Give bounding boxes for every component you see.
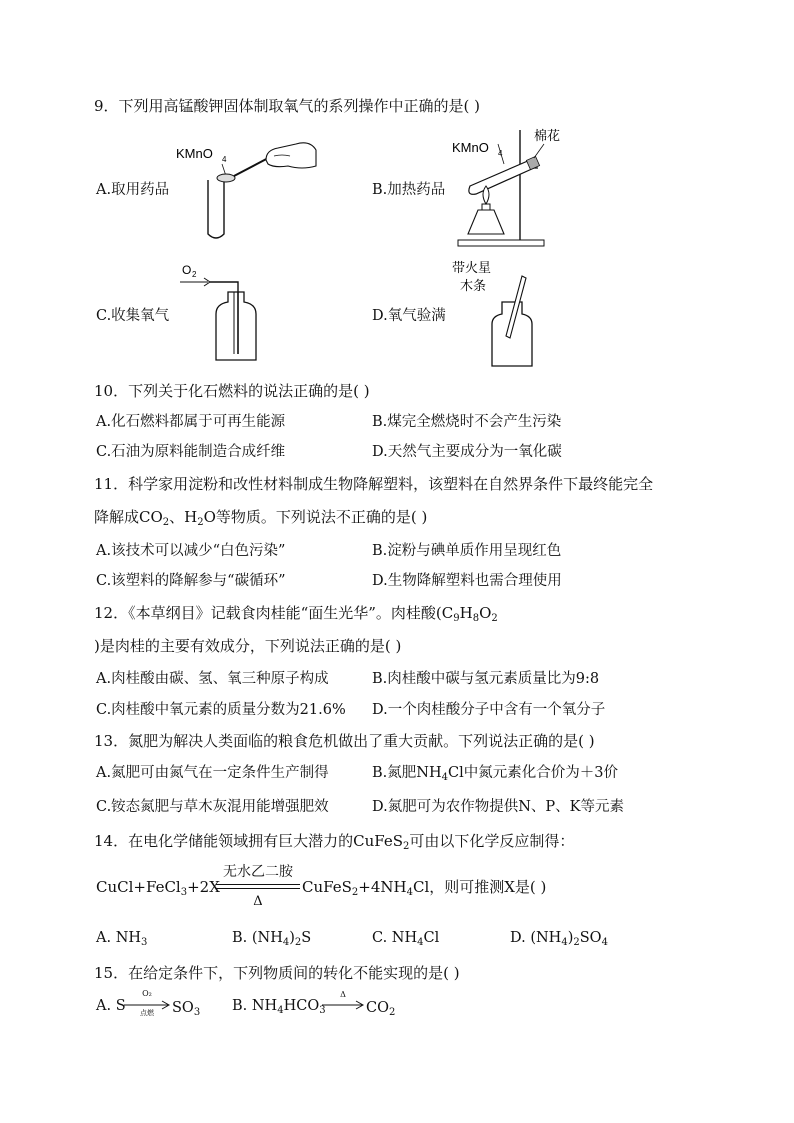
fig-d-label-line1: 带火星: [452, 261, 492, 276]
q14-equation-left: CuCl+FeCl$_3$+2X: [96, 878, 220, 898]
figure-taking-reagent: [170, 130, 330, 242]
fig-c-o2-label: O: [182, 263, 192, 277]
q12-option-a: A.肉桂酸由碳、氢、氧三种原子构成: [96, 671, 329, 687]
q9-option-b: B.加热药品: [372, 182, 446, 198]
q10-option-a: A.化石燃料都属于可再生能源: [96, 414, 286, 430]
q14-equation-right: $CuFeS_2+4NH_4Cl$，则可推测X是( ): [302, 878, 547, 898]
q12-option-c: C.肉桂酸中氧元素的质量分数为21.6%: [96, 702, 346, 718]
svg-text:2: 2: [192, 270, 197, 279]
svg-text:4: 4: [498, 149, 503, 158]
q9-stem: 9．下列用高锰酸钾固体制取氧气的系列操作中正确的是( ): [94, 97, 481, 115]
q15-option-b-start: B. $NH_4HCO_3$: [232, 998, 326, 1016]
q15-stem: 15．在给定条件下，下列物质间的转化不能实现的是( ): [94, 964, 460, 982]
q9-option-d: D.氧气验满: [372, 308, 446, 324]
q11-option-b: B.淀粉与碘单质作用呈现红色: [372, 543, 562, 559]
q15-option-b-end: $CO_2$: [366, 1000, 396, 1018]
q15-b-arrow: [322, 1000, 366, 1010]
q11-stem-line1: 11．科学家用淀粉和改性材料制成生物降解塑料，该塑料在自然界条件下最终能完全: [94, 475, 654, 493]
q12-stem-line1: 12．《本草纲目》记载食肉桂能“面生光华”。肉桂酸($C_9H_8O_2$: [94, 604, 498, 624]
q14-option-c: C. $NH_4Cl$: [372, 930, 440, 948]
q14-condition-top: 无水乙二胺: [223, 864, 293, 880]
q13-option-b: B.氮肥$NH_4Cl$中氮元素化合价为＋3价: [372, 765, 618, 783]
fig-a-kmno4-label: KMnO: [176, 146, 213, 161]
q14-option-a: A. $NH_3$: [96, 930, 148, 948]
q14-condition-bottom: Δ: [253, 894, 263, 909]
q13-option-c: C.铵态氮肥与草木灰混用能增强肥效: [96, 799, 329, 815]
figure-oxygen-full-test: [450, 258, 550, 370]
q13-option-d: D.氮肥可为农作物提供N、P、K等元素: [372, 799, 624, 815]
q11-stem-line2: 降解成$CO_2$、$H_2O$等物质。下列说法不正确的是( ): [94, 508, 428, 528]
q12-option-d: D.一个肉桂酸分子中含有一个氧分子: [372, 702, 606, 718]
fig-d-label-line2: 木条: [460, 279, 487, 294]
q9-option-c: C.收集氧气: [96, 308, 170, 324]
q11-option-d: D.生物降解塑料也需合理使用: [372, 573, 562, 589]
q14-arrow-line-2: [216, 888, 300, 889]
q9-option-a: A.取用药品: [96, 182, 170, 198]
q14-option-b: B. $(NH_4)_2S$: [232, 930, 312, 948]
q11-option-a: A.该技术可以减少“白色污染”: [96, 543, 286, 559]
q10-option-b: B.煤完全燃烧时不会产生污染: [372, 414, 562, 430]
q14-stem: 14．在电化学储能领域拥有巨大潜力的CuFeS$_2$可由以下化学反应制得：: [94, 832, 575, 852]
q13-stem: 13．氮肥为解决人类面临的粮食危机做出了重大贡献。下列说法正确的是( ): [94, 732, 595, 750]
fig-b-kmno4-label: KMnO: [452, 140, 489, 155]
figure-heating-reagent: [448, 124, 578, 250]
q15-a-arrow-bottom: 点燃: [140, 1009, 154, 1017]
fig-b-cotton-label: 棉花: [534, 129, 561, 144]
q10-stem: 10．下列关于化石燃料的说法正确的是( ): [94, 382, 370, 400]
figure-collecting-oxygen: [178, 262, 268, 364]
q10-option-c: C.石油为原料能制造合成纤维: [96, 444, 286, 460]
q12-option-b: B.肉桂酸中碳与氢元素质量比为9:8: [372, 671, 600, 687]
fig-a-sub: 4: [222, 155, 227, 164]
q12-stem-line2: )是肉桂的主要有效成分，下列说法正确的是( ): [94, 637, 402, 655]
q15-b-arrow-top: Δ: [340, 990, 346, 999]
q14-arrow-line: [216, 884, 300, 885]
q13-option-a: A.氮肥可由氮气在一定条件生产制得: [96, 765, 329, 781]
q15-a-arrow-top: O₂: [142, 989, 152, 998]
q10-option-d: D.天然气主要成分为一氧化碳: [372, 444, 562, 460]
q15-option-a-start: A. S: [96, 998, 126, 1014]
q14-option-d: D. $(NH_4)_2SO_4$: [510, 930, 608, 948]
q15-option-a-end: $SO_3$: [172, 1000, 201, 1018]
q11-option-c: C.该塑料的降解参与“碳循环”: [96, 573, 286, 589]
